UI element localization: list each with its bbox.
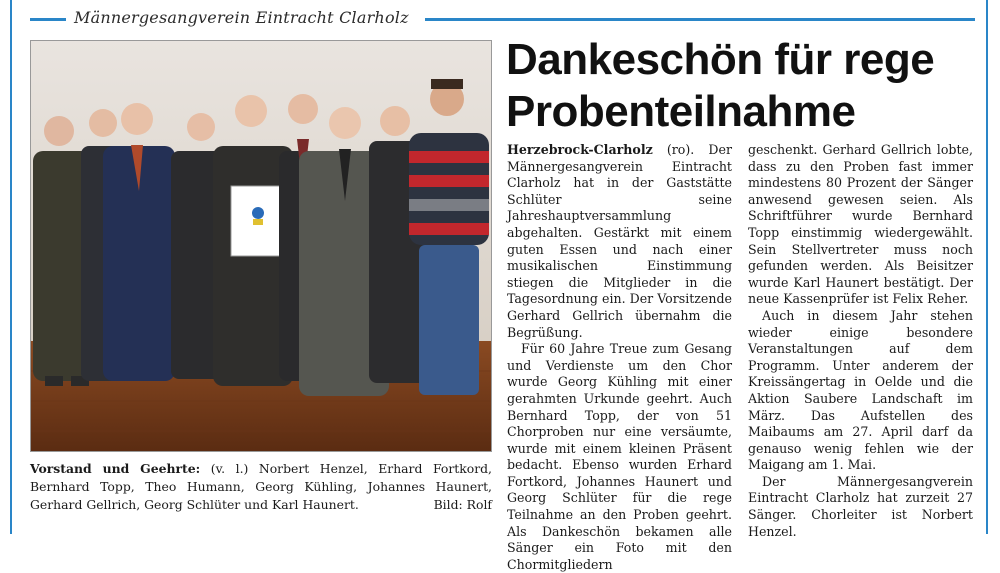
article-column-1 (507, 142, 732, 573)
headline-line-2: Probenteilnahme (506, 87, 856, 136)
caption-text: (v. l.) Norbert Henzel, Erhard Fortkord, Bernhard Topp, Theo Humann, Georg Kühling, Johannes Haunert, Gerhard Gellrich, Georg Schlüter und Karl Haunert. (30, 461, 492, 512)
left-margin-rule (10, 0, 12, 534)
article-column-2 (748, 142, 973, 540)
paragraph-1-text: (ro). Der Männergesangverein Eintracht Clarholz hat in der Gaststätte Schlüter seine Jahreshauptversammlung abgehalten. Gestärkt mit einem guten Essen und nach einer musikalischen Einstimmung stiegen die Mitglieder in die Tagesordnung ein. Der Vorsitzende Gerhard Gellrich übernahm die Begrüßung. (507, 142, 732, 340)
group-photo (30, 40, 492, 452)
right-margin-rule (986, 0, 988, 534)
header-rule-left (30, 18, 66, 21)
photo-credit: Bild: Rolf (433, 497, 492, 512)
section-header (30, 8, 975, 30)
article-paragraph-1 (507, 142, 732, 341)
article-paragraph-3: geschenkt. Gerhard Gellrich lobte, dass zu den Proben fast immer mindestens 80 Prozent der Sänger anwesend gewesen seien. Als Schriftführer wurde Bernhard Topp einstimmig wiedergewählt. Sein Stellvertreter muss noch gefunden werden. Als Beisitzer wurde Karl Haunert bestätigt. Der neue Kassenprüfer ist Felix Reher. (748, 142, 973, 307)
group-photo-image (31, 41, 491, 451)
photo-caption (30, 460, 492, 514)
dateline: Herzebrock-Clarholz (507, 142, 653, 157)
article-paragraph-5: Der Männergesangverein Eintracht Clarholz hat zurzeit 27 Sänger. Chorleiter ist Norbert Henzel. (748, 473, 973, 539)
headline-line-1: Dankeschön für rege (506, 35, 935, 84)
section-kicker: Männergesangverein Eintracht Clarholz (74, 8, 409, 27)
article-paragraph-2: Für 60 Jahre Treue zum Gesang und Verdienste um den Chor wurde Georg Kühling mit einer gerahmten Urkunde geehrt. Auch Bernhard Topp, der von 51 Chorproben nur eine versäumte, wurde mit einem kleinen Präsent bedacht. Ebenso wurden Erhard Fortkord, Johannes Haunert und Georg Schlüter für die rege Teilnahme an den Proben geehrt. Als Dankeschön bekamen alle Sänger ein Foto mit den Chormitgliedern (507, 341, 732, 572)
header-rule-right (425, 18, 975, 21)
article-paragraph-4: Auch in diesem Jahr stehen wieder einige besondere Veranstaltungen auf dem Programm. Unter anderem der Kreissängertag in Oelde und die Aktion Saubere Landschaft im März. Das Aufstellen des Maibaums am 27. April darf da genauso wenig fehlen wie der Maigang am 1. Mai. (748, 307, 973, 473)
article-headline (506, 34, 976, 138)
caption-lead: Vorstand und Geehrte: (30, 461, 201, 476)
